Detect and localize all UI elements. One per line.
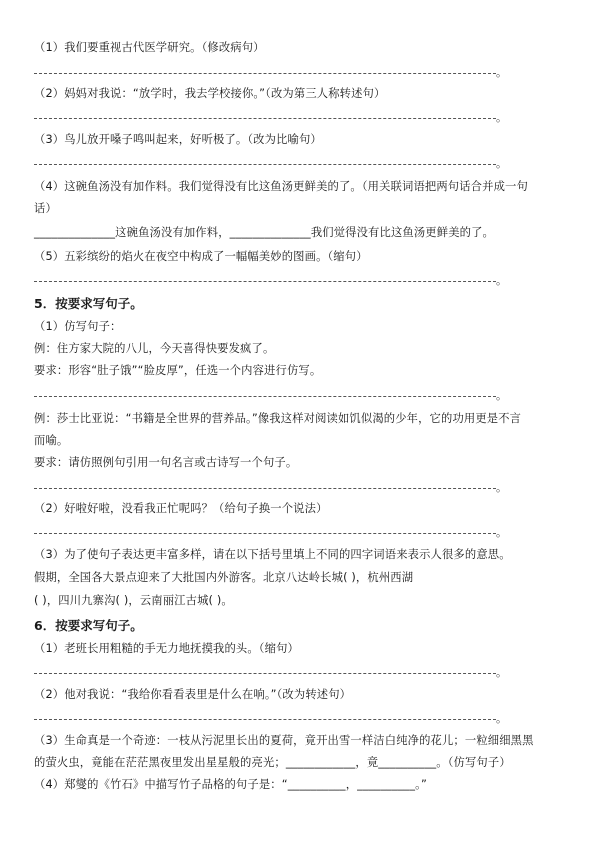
answer-line[interactable] [34,396,496,397]
q5-1-example-2-cont: 而喻。 [34,434,69,447]
q5-3-text: （3）为了使句子表达更丰富多样，请在以下括号里填上不同的四字词语来表示人很多的意思。 [34,548,511,561]
answer-line[interactable] [34,73,496,74]
q5-3-sentence-cont[interactable]: ( )，四川九寨沟( )，云南丽江古城( )。 [34,594,233,607]
answer-line[interactable] [34,281,496,282]
q4-4-text: （4）这碗鱼汤没有加作料。我们觉得没有比这鱼汤更鲜美的了。（用关联词语把两句话合并成一句 [34,180,528,193]
q5-1-example: 例：住方家大院的八儿，今天喜得快要发疯了。 [34,342,275,355]
q5-1-example-2: 例：莎士比亚说：“书籍是全世界的营养品。”像我这样对阅读如饥似渴的少年，它的功用更是不言 [34,412,522,425]
q5-1-requirement-2: 要求：请仿照例句引用一句名言或古诗写一个句子。 [34,456,298,469]
q6-3-text: （3）生命真是一个奇迹：一枝从污泥里长出的夏荷，竟开出雪一样洁白纯净的花儿；一粒细细黑黑 [34,734,534,747]
answer-line-end: 。 [496,389,507,402]
q6-4-text[interactable]: （4）郑燮的《竹石》中描写竹子品格的句子是：“__________，__________。” [34,778,427,791]
q4-4-fill-blanks[interactable]: ______________这碗鱼汤没有加作料，______________我们觉得没有比这鱼汤更鲜美的了。 [34,226,494,239]
q6-1-text: （1）老班长用粗糙的手无力地抚摸我的头。（缩句） [34,642,299,655]
q6-2-text: （2）他对我说：“我给你看看表里是什么在响。”（改为转述句） [34,688,352,701]
answer-line-end: 。 [496,274,507,287]
q4-3-text: （3）鸟儿放开嗓子鸣叫起来，好听极了。（改为比喻句） [34,133,322,146]
answer-line-end: 。 [496,111,507,124]
section-6-heading: 6．按要求写句子。 [34,618,143,633]
answer-line-end: 。 [496,712,507,725]
q4-4-text-cont: 话） [34,202,57,215]
section-5-heading: 5．按要求写句子。 [34,296,143,311]
answer-line-end: 。 [496,526,507,539]
q6-3-text-cont[interactable]: 的萤火虫，竟能在茫茫黑夜里发出星星般的亮光；____________，竟__________。（仿写句子） [34,756,511,769]
q4-2-text: （2）妈妈对我说：“放学时，我去学校接你。”（改为第三人称转述句） [34,87,386,100]
answer-line-end: 。 [496,481,507,494]
answer-line[interactable] [34,118,496,119]
answer-line[interactable] [34,533,496,534]
q4-1-text: （1）我们要重视古代医学研究。（修改病句） [34,41,265,54]
answer-line-end: 。 [496,66,507,79]
q5-1-text: （1）仿写句子： [34,320,122,333]
answer-line[interactable] [34,673,496,674]
q4-5-text: （5）五彩缤纷的焰火在夜空中构成了一幅幅美妙的图画。（缩句） [34,250,368,263]
q5-2-text: （2）好啦好啦，没看我正忙呢吗？（给句子换一个说法） [34,502,328,515]
answer-line[interactable] [34,719,496,720]
answer-line-end: 。 [496,157,507,170]
answer-line[interactable] [34,488,496,489]
q5-1-requirement: 要求：形容“肚子饿”“脸皮厚”，任选一个内容进行仿写。 [34,364,322,377]
answer-line[interactable] [34,164,496,165]
answer-line-end: 。 [496,666,507,679]
q5-3-sentence[interactable]: 假期，全国各大景点迎来了大批国内外游客。北京八达岭长城( )，杭州西湖 [34,571,414,584]
